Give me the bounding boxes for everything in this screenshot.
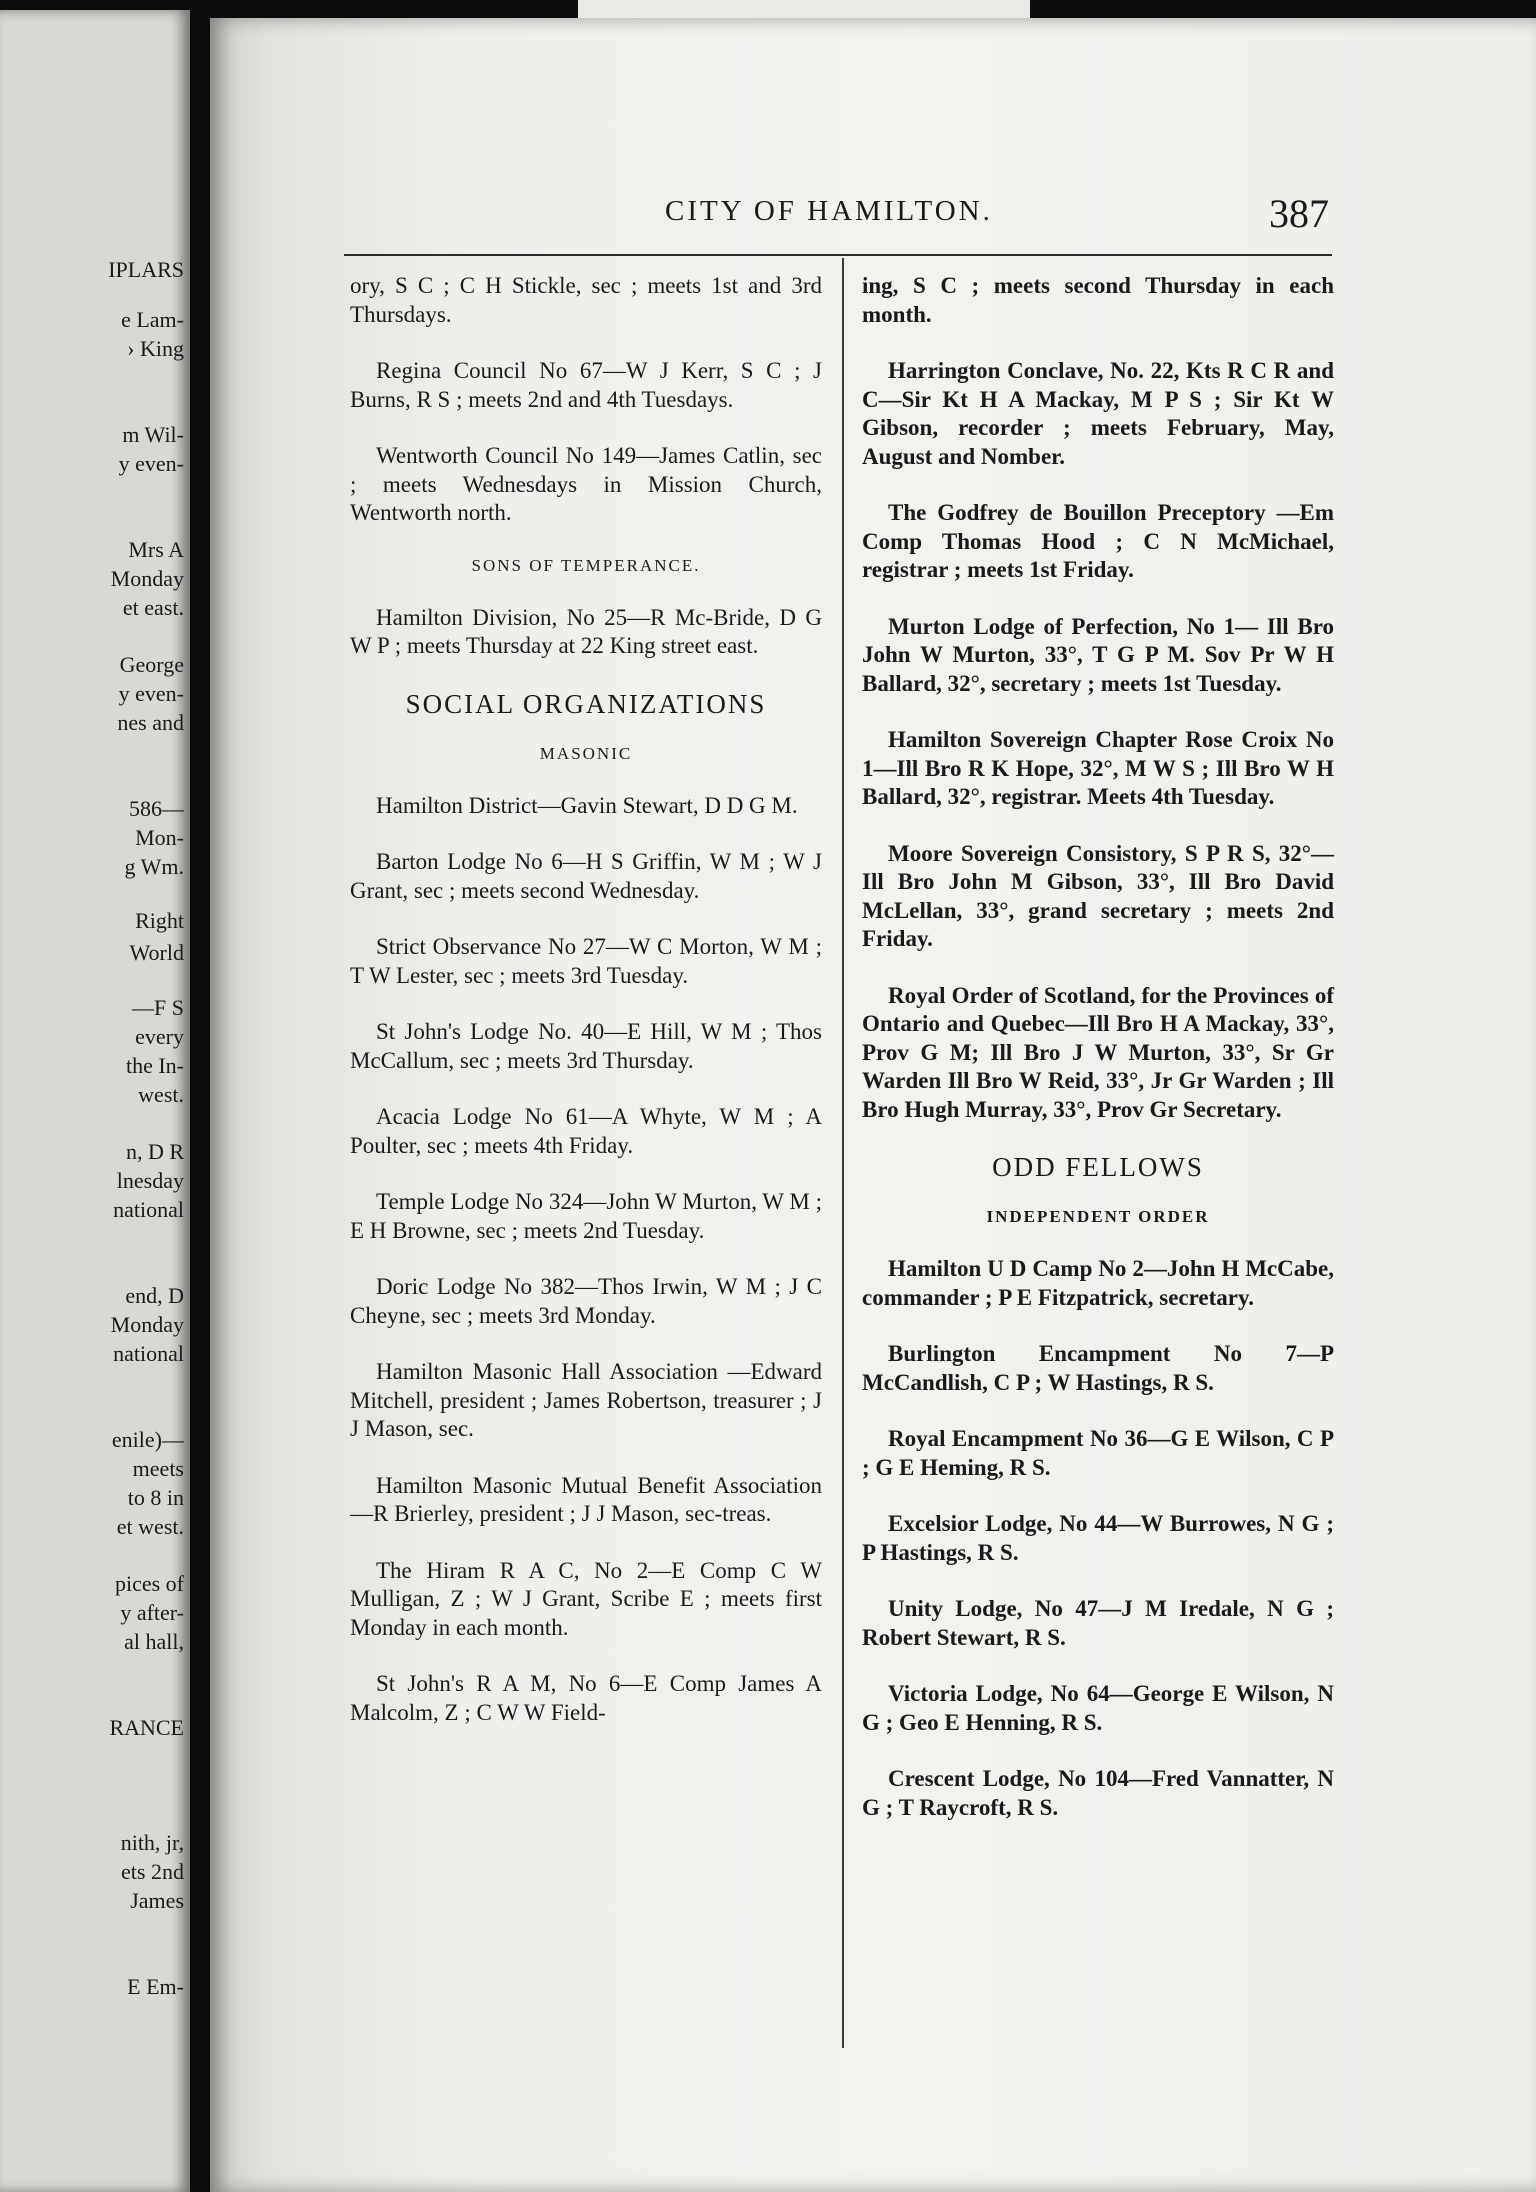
- facing-page-text-fragment: nes and: [117, 710, 184, 735]
- facing-page-text-fragment: Right: [135, 908, 184, 933]
- right-column: [862, 272, 1334, 1850]
- directory-entry: Strict Observance No 27—W C Morton, W M ; T W Lester, sec ; meets 3rd Tuesday.: [350, 934, 822, 988]
- facing-page-text-fragment: pices of: [114, 1571, 184, 1596]
- facing-page-text-fragment: the In-: [125, 1053, 184, 1078]
- facing-page-text-fragment: m Wil-: [122, 422, 184, 447]
- facing-page-text-fragment: IPLARS: [108, 257, 184, 282]
- facing-page-text-fragment: national: [113, 1197, 184, 1222]
- facing-page-text-fragment: —F S: [132, 995, 184, 1020]
- directory-entry: Royal Order of Scotland, for the Provinces of Ontario and Quebec—Ill Bro H A Mackay, 33°, Prov G M; Ill Bro J W Murton, 33°, Sr Gr Warden Ill Bro W Reid, 33°, Jr Gr Warden ; Ill Bro Hugh Murray, 33°, Prov Gr Secretary.: [862, 982, 1334, 1122]
- facing-page-text-fragment: Mrs A: [128, 537, 184, 562]
- directory-entry: Temple Lodge No 324—John W Murton, W M ; E H Browne, sec ; meets 2nd Tuesday.: [350, 1189, 822, 1243]
- directory-entry: ing, S C ; meets second Thursday in each month.: [862, 273, 1334, 327]
- directory-entry: Acacia Lodge No 61—A Whyte, W M ; A Poulter, sec ; meets 4th Friday.: [350, 1104, 822, 1158]
- directory-entry: Hamilton Sovereign Chapter Rose Croix No 1—Ill Bro R K Hope, 32°, M W S ; Ill Bro W H Ballard, 32°, registrar. Meets 4th Tuesday.: [862, 727, 1334, 809]
- section-subheading: INDEPENDENT ORDER: [986, 1207, 1210, 1226]
- facing-page-text-fragment: to 8 in: [127, 1485, 184, 1510]
- facing-page-text-fragment: y even-: [118, 451, 184, 476]
- directory-entry: Barton Lodge No 6—H S Griffin, W M ; W J Grant, sec ; meets second Wednesday.: [350, 849, 822, 903]
- facing-page-text-fragment: al hall,: [124, 1629, 184, 1654]
- header-rule: [344, 254, 1332, 256]
- facing-page-text-fragment: Mon-: [135, 825, 184, 850]
- directory-entry: The Hiram R A C, No 2—E Comp C W Mulligan, Z ; W J Grant, Scribe E ; meets first Monday in each month.: [350, 1557, 822, 1640]
- directory-entry: Moore Sovereign Consistory, S P R S, 32°—Ill Bro John M Gibson, 33°, Ill Bro David McLellan, 33°, grand secretary ; meets 2nd Friday.: [862, 840, 1334, 951]
- top-edge-strip: [578, 0, 1030, 20]
- facing-page-text-fragment: n, D R: [125, 1139, 184, 1164]
- facing-page-text-fragment: enile)—: [111, 1427, 184, 1452]
- facing-page-text-fragment: national: [113, 1341, 184, 1366]
- section-heading: SOCIAL ORGANIZATIONS: [405, 688, 767, 719]
- directory-entry: Crescent Lodge, No 104—Fred Vannatter, N G ; T Raycroft, R S.: [862, 1766, 1334, 1820]
- facing-page-text-fragment: west.: [138, 1082, 184, 1107]
- directory-entry: Wentworth Council No 149—James Catlin, sec ; meets Wednesdays in Mission Church, Wentworth north.: [350, 443, 822, 525]
- facing-page-text-fragment: Monday: [110, 566, 184, 591]
- facing-page-text-fragment: lnesday: [116, 1168, 184, 1193]
- facing-page-text-fragment: ets 2nd: [121, 1859, 184, 1884]
- directory-entry: ory, S C ; C H Stickle, sec ; meets 1st and 3rd Thursdays.: [350, 273, 822, 327]
- facing-page-text-fragment: meets: [132, 1456, 184, 1481]
- facing-page-text-fragment: nith, jr,: [120, 1830, 184, 1855]
- page-number: 387: [1269, 191, 1329, 236]
- directory-entry: Murton Lodge of Perfection, No 1— Ill Bro John W Murton, 33°, T G P M. Sov Pr W H Ballard, 32°, secretary ; meets 1st Tuesday.: [862, 613, 1334, 696]
- directory-entry: Doric Lodge No 382—Thos Irwin, W M ; J C Cheyne, sec ; meets 3rd Monday.: [350, 1274, 822, 1328]
- facing-page-text-fragment: 586—: [129, 796, 184, 821]
- section-subheading: MASONIC: [539, 743, 633, 763]
- facing-page-text-fragment: g Wm.: [124, 854, 184, 879]
- directory-entry: Hamilton Division, No 25—R Mc-Bride, D G W P ; meets Thursday at 22 King street east.: [350, 604, 822, 658]
- facing-page-text-fragment: Monday: [110, 1312, 184, 1337]
- facing-page-text-fragment: et east.: [122, 595, 184, 620]
- directory-entry: Hamilton U D Camp No 2—John H McCabe, commander ; P E Fitzpatrick, secretary.: [862, 1256, 1334, 1310]
- directory-entry: St John's Lodge No. 40—E Hill, W M ; Thos McCallum, sec ; meets 3rd Thursday.: [350, 1019, 822, 1073]
- facing-page-text-fragment: y even-: [118, 681, 184, 706]
- running-head: CITY OF HAMILTON.: [665, 195, 993, 227]
- facing-page-text-fragment: E Em-: [127, 1974, 184, 1999]
- facing-page-text-fragment: et west.: [116, 1514, 184, 1539]
- facing-page-text-fragment: end, D: [125, 1283, 184, 1308]
- left-column: [350, 272, 822, 1755]
- facing-page-text-fragment: y after-: [120, 1600, 184, 1625]
- facing-page-text-fragment: e Lam-: [121, 307, 184, 332]
- directory-entry: Excelsior Lodge, No 44—W Burrowes, N G ; P Hastings, R S.: [862, 1511, 1334, 1565]
- directory-entry: Victoria Lodge, No 64—George E Wilson, N G ; Geo E Henning, R S.: [862, 1681, 1334, 1735]
- facing-page-fragment: [0, 10, 190, 2192]
- column-divider: [842, 258, 844, 2048]
- directory-entry: Hamilton District—Gavin Stewart, D D G M.: [376, 792, 798, 818]
- directory-entry: Unity Lodge, No 47—J M Iredale, N G ; Robert Stewart, R S.: [862, 1596, 1334, 1650]
- facing-page-text-fragment: World: [129, 940, 184, 965]
- facing-page-text-fragment: › King: [127, 336, 184, 361]
- facing-page-text-fragment: RANCE: [109, 1715, 184, 1740]
- directory-entry: Royal Encampment No 36—G E Wilson, C P ; G E Heming, R S.: [862, 1426, 1334, 1480]
- section-subheading: SONS OF TEMPERANCE.: [471, 555, 701, 575]
- directory-entry: Harrington Conclave, No. 22, Kts R C R and C—Sir Kt H A Mackay, M P S ; Sir Kt W Gibson, recorder ; meets February, May, August and Nomber.: [862, 358, 1334, 469]
- facing-page-text-fragment: James: [130, 1888, 184, 1913]
- section-heading: ODD FELLOWS: [992, 1152, 1204, 1182]
- directory-entry: Regina Council No 67—W J Kerr, S C ; J Burns, R S ; meets 2nd and 4th Tuesdays.: [350, 358, 822, 412]
- directory-entry: Hamilton Masonic Hall Association —Edward Mitchell, president ; James Robertson, treasurer ; J J Mason, sec.: [350, 1359, 822, 1441]
- facing-page-text-fragment: George: [119, 652, 184, 677]
- directory-entry: Burlington Encampment No 7—P McCandlish, C P ; W Hastings, R S.: [862, 1341, 1334, 1395]
- directory-entry: Hamilton Masonic Mutual Benefit Association—R Brierley, president ; J J Mason, sec-treas.: [350, 1472, 822, 1526]
- directory-entry: The Godfrey de Bouillon Preceptory —Em Comp Thomas Hood ; C N McMichael, registrar ; meets 1st Friday.: [862, 500, 1334, 582]
- facing-page-text-fragment: every: [135, 1024, 184, 1049]
- directory-entry: St John's R A M, No 6—E Comp James A Malcolm, Z ; C W W Field-: [350, 1671, 822, 1725]
